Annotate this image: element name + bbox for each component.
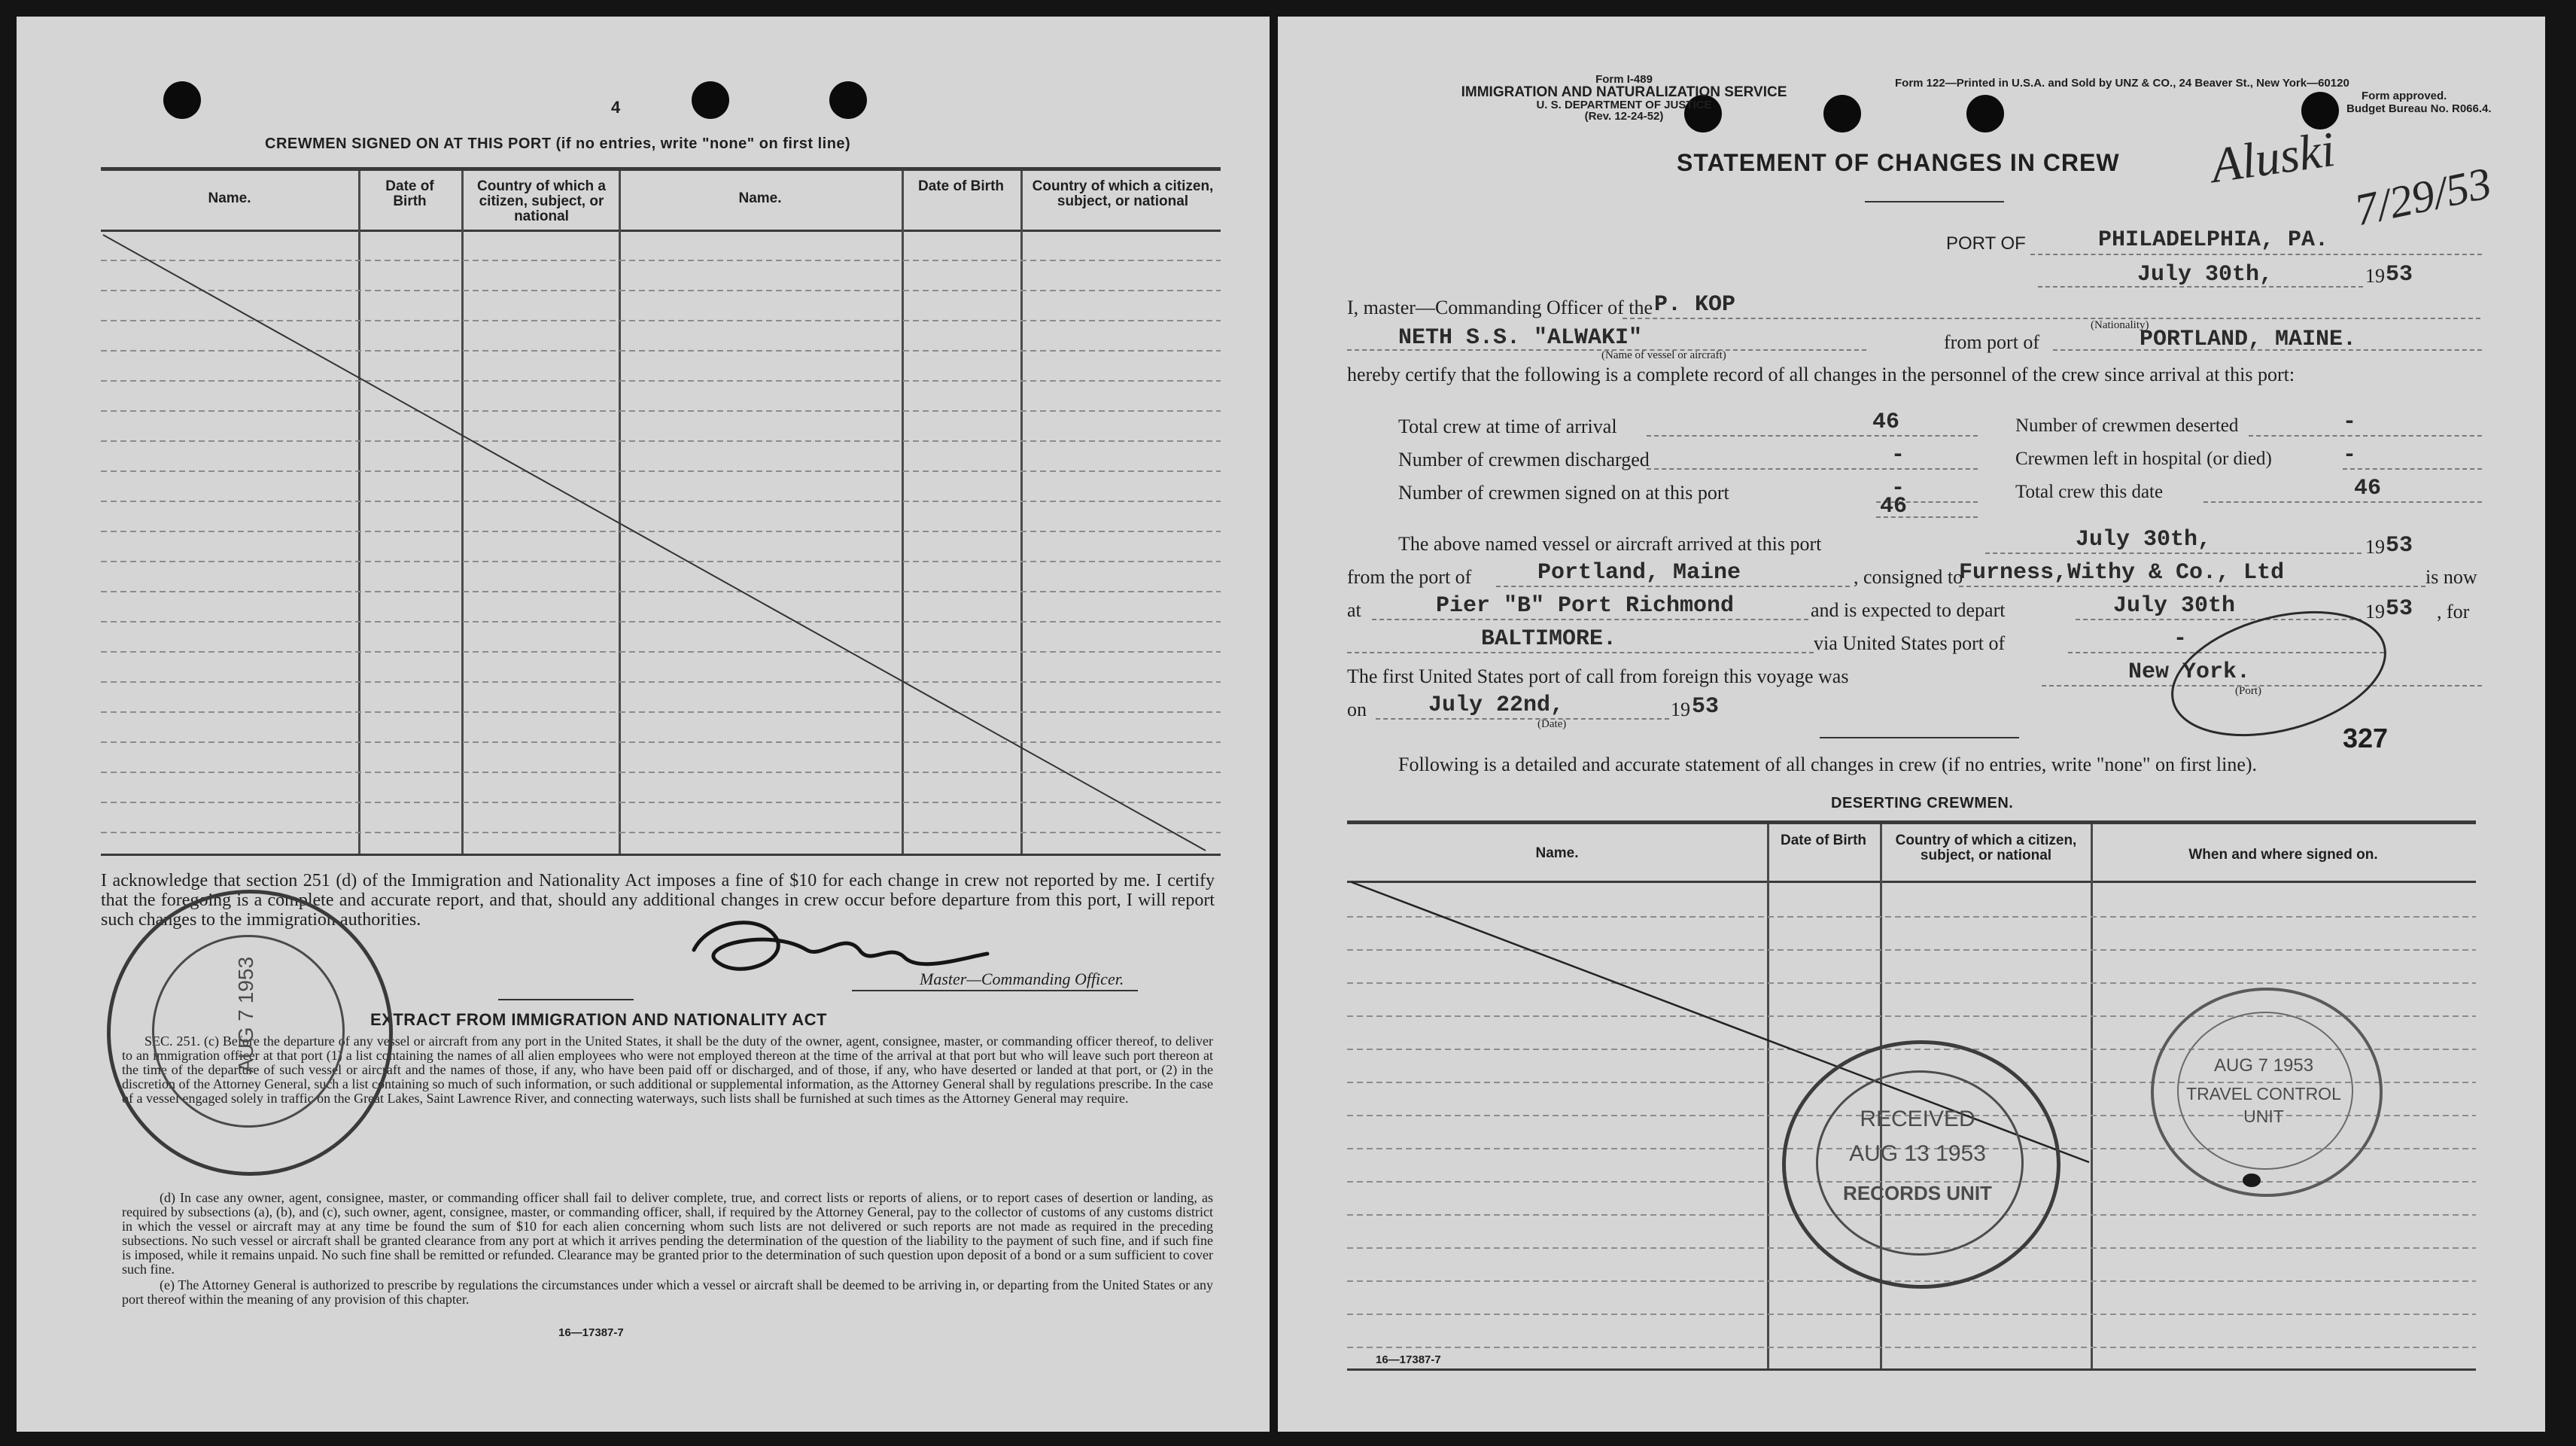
divider <box>498 999 634 1000</box>
stamp-received-label: RECEIVED <box>1860 1107 1975 1131</box>
on-label: on <box>1347 699 1367 720</box>
depart-label: and is expected to depart <box>1811 599 2006 621</box>
port-value: PHILADELPHIA, PA. <box>2098 227 2329 253</box>
form-revision: (Rev. 12-24-52) <box>1584 110 1664 123</box>
from-port-value: PORTLAND, MAINE. <box>2140 327 2357 352</box>
section-251-e: (e) The Attorney General is authorized to prescribe by regulations the circumstances under which a vessel or aircraft shall be deemed to be arriving in, or departing from the United States or any port thereof within the meaning of any provision of this chapter. <box>122 1277 1213 1307</box>
section-title: CREWMEN SIGNED ON AT THIS PORT (if no entries, write "none" on first line) <box>265 135 851 152</box>
depart-value: July 30th <box>2113 593 2236 619</box>
year-value: 53 <box>1692 694 1720 720</box>
stamp-received-unit: RECORDS UNIT <box>1843 1182 1992 1204</box>
total-date-value: 46 <box>2354 476 2382 501</box>
total-arrival-value: 46 <box>1872 409 1900 435</box>
destination-value: BALTIMORE. <box>1481 626 1617 652</box>
first-port-text: The first United States port of call from foreign this voyage was <box>1347 665 1849 687</box>
section-251-c: SEC. 251. (c) Before the departure of any vessel or aircraft from any port in the United States, it shall be the duty of the owner, agent, consignee, master, or commanding officer thereof, to deliver to an immigration officer at that port (1) a list containing the names of all alien employees who were not employed thereon at the time of the arrival at that port but who will leave such port thereon at the time of the departure of such vessel or aircraft and the names of those, if any, who have been paid off or discharged, and of those, if any, who have deserted or landed at that port, or (2) in the discretion of the Attorney General, such a list containing so much of such information, or such additional or supplemental information, as the Attorney General shall by regulations prescribe. In the case of a vessel engaged solely in traffic on the Great Lakes, Saint Lawrence River, and connecting waterways, such lists shall be furnished at such times as the Attorney General may require. <box>122 1034 1213 1106</box>
right-page <box>1278 17 2545 1432</box>
for-label: , for <box>2437 601 2470 623</box>
year-prefix: 19 <box>2365 601 2385 623</box>
discharged-value: - <box>1891 443 1905 468</box>
left-page <box>17 17 1270 1432</box>
from-the-port-label: from the port of <box>1347 566 1472 588</box>
acknowledgement-text: I acknowledge that section 251 (d) of the Immigration and Nationality Act imposes a fine of $10 for each change in crew not reported by me. I certify that the foregoing is a complete and accurate report, and that, should any additional changes in crew occur before departure from this port, I will report such changes to the immigration authorities. <box>101 871 1215 930</box>
stamp-date-fragment: AUG 7 1953 <box>234 956 257 1073</box>
column-header-signed-on: When and where signed on. <box>2188 847 2378 863</box>
print-code: 16—17387-7 <box>1376 1353 1441 1366</box>
hospital-label: Crewmen left in hospital (or died) <box>2015 449 2272 469</box>
budget-bureau-no: Budget Bureau No. R066.4. <box>2346 102 2492 115</box>
total-arrival-label: Total crew at time of arrival <box>1398 416 1617 437</box>
year-prefix: 19 <box>1671 699 1690 720</box>
via-label: via United States port of <box>1814 632 2006 654</box>
extract-title: EXTRACT FROM IMMIGRATION AND NATIONALITY ACT <box>370 1010 827 1029</box>
printer-line: Form 122—Printed in U.S.A. and Sold by UNZ & CO., 24 Beaver St., New York—60120 <box>1895 77 2349 90</box>
at-label: at <box>1347 599 1361 621</box>
column-header-dob: Date of Birth <box>918 178 1004 194</box>
following-text: Following is a detailed and accurate statement of all changes in crew (if no entries, write "none" on first line). <box>1398 753 2258 775</box>
deserting-title: DESERTING CREWMEN. <box>1831 795 2014 811</box>
ink-blot <box>2243 1174 2261 1187</box>
print-code: 16—17387-7 <box>558 1326 624 1339</box>
column-header-name: Name. <box>208 190 251 206</box>
form-title: STATEMENT OF CHANGES IN CREW <box>1677 149 2120 176</box>
hospital-value: - <box>2343 443 2357 468</box>
arrived-text: The above named vessel or aircraft arrived at this port <box>1398 533 1822 555</box>
page-number: 4 <box>611 98 621 117</box>
stamp-travel-label: TRAVEL CONTROL <box>2186 1084 2341 1104</box>
vessel-value: NETH S.S. "ALWAKI" <box>1398 325 1643 351</box>
is-now-label: is now <box>2425 566 2477 588</box>
year-value: 53 <box>2386 262 2413 288</box>
signature-caption: Master—Commanding Officer. <box>920 970 1124 988</box>
date-value: July 30th, <box>2137 262 2273 288</box>
form-approved: Form approved. <box>2362 90 2447 102</box>
from-port-label: from port of <box>1944 331 2040 353</box>
certify-text: hereby certify that the following is a complete record of all changes in the personnel of the crew since arrival at this port: <box>1347 364 2295 385</box>
year-value: 53 <box>2386 533 2413 559</box>
deserted-label: Number of crewmen deserted <box>2015 416 2239 436</box>
column-header-country: Country of which a citizen, subject, or national <box>1895 833 2077 863</box>
signature-line <box>852 990 1138 991</box>
year-value: 53 <box>2386 596 2413 622</box>
from-the-port-value: Portland, Maine <box>1537 560 1741 586</box>
signed-on-value: - <box>1891 476 1905 501</box>
nationality-caption: (Nationality) <box>2091 319 2149 331</box>
consigned-value: Furness,Withy & Co., Ltd <box>1959 560 2285 586</box>
deserted-value: - <box>2343 409 2357 435</box>
nationality-value: P. KOP <box>1654 292 1736 318</box>
master-text: I, master—Commanding Officer of the <box>1347 297 1653 318</box>
column-header-dob: Date of Birth <box>1781 833 1866 848</box>
on-value: July 22nd, <box>1428 693 1565 718</box>
discharged-label: Number of crewmen discharged <box>1398 449 1650 470</box>
column-header-name: Name. <box>738 190 782 206</box>
stamped-number: 327 <box>2343 723 2389 753</box>
stamp-received-date: AUG 13 1953 <box>1849 1141 1986 1166</box>
department: U. S. DEPARTMENT OF JUSTICE <box>1536 99 1712 111</box>
column-header-country: Country of which a citizen, subject, or national <box>477 178 606 224</box>
stamp-travel-date: AUG 7 1953 <box>2213 1055 2314 1076</box>
subtotal-value: 46 <box>1880 494 1908 519</box>
at-value: Pier "B" Port Richmond <box>1436 593 1735 619</box>
column-header-country: Country of which a citizen, subject, or national <box>1032 178 1214 209</box>
arrived-value: July 30th, <box>2076 527 2212 553</box>
vessel-caption: (Name of vessel or aircraft) <box>1601 349 1726 361</box>
consigned-label: , consigned to <box>1854 566 1963 588</box>
port-caption: (Port) <box>2235 685 2261 697</box>
section-251-d: (d) In case any owner, agent, consignee, master, or commanding officer shall fail to deliver complete, true, and correct lists or reports of aliens, or to report cases of desertion or landing, as required by subsections (a), (b), and (c), such owner, agent, consignee, master, or commanding officer, shall, if required by the Attorney General, pay to the collector of customs of any customs district in which the vessel or aircraft may at any time be found the sum of $10 for each alien concerning whom such lists are not delivered or such reports are not made as required in the preceding subsections. No such vessel or aircraft shall be granted clearance from any port at which it arrives pending the determination of the question of the liability to the payment of such fine, and if such fine is imposed, while it remains unpaid. No such fine shall be remitted or refunded. Clearance may be granted prior to the determination of such question upon deposit of a bond or a sum sufficient to cover such fine. <box>122 1190 1213 1277</box>
first-port-value: New York. <box>2128 659 2251 685</box>
via-value: - <box>2173 626 2188 652</box>
form-number: Form I-489 <box>1595 73 1653 86</box>
agency-name: IMMIGRATION AND NATURALIZATION SERVICE <box>1461 84 1787 100</box>
total-date-label: Total crew this date <box>2015 482 2164 502</box>
stamp-travel-unit: UNIT <box>2243 1107 2284 1126</box>
handwritten-date: 7/29/53 <box>2350 157 2496 236</box>
column-header-dob: Date of Birth <box>385 178 434 209</box>
column-header-name: Name. <box>1535 845 1579 861</box>
year-prefix: 19 <box>2365 265 2385 287</box>
date-caption: (Date) <box>1537 718 1567 730</box>
port-label: PORT OF <box>1946 233 2026 254</box>
handwritten-name: Aluski <box>2207 121 2339 194</box>
year-prefix: 19 <box>2365 536 2385 558</box>
signed-on-label: Number of crewmen signed on at this port <box>1398 482 1729 504</box>
